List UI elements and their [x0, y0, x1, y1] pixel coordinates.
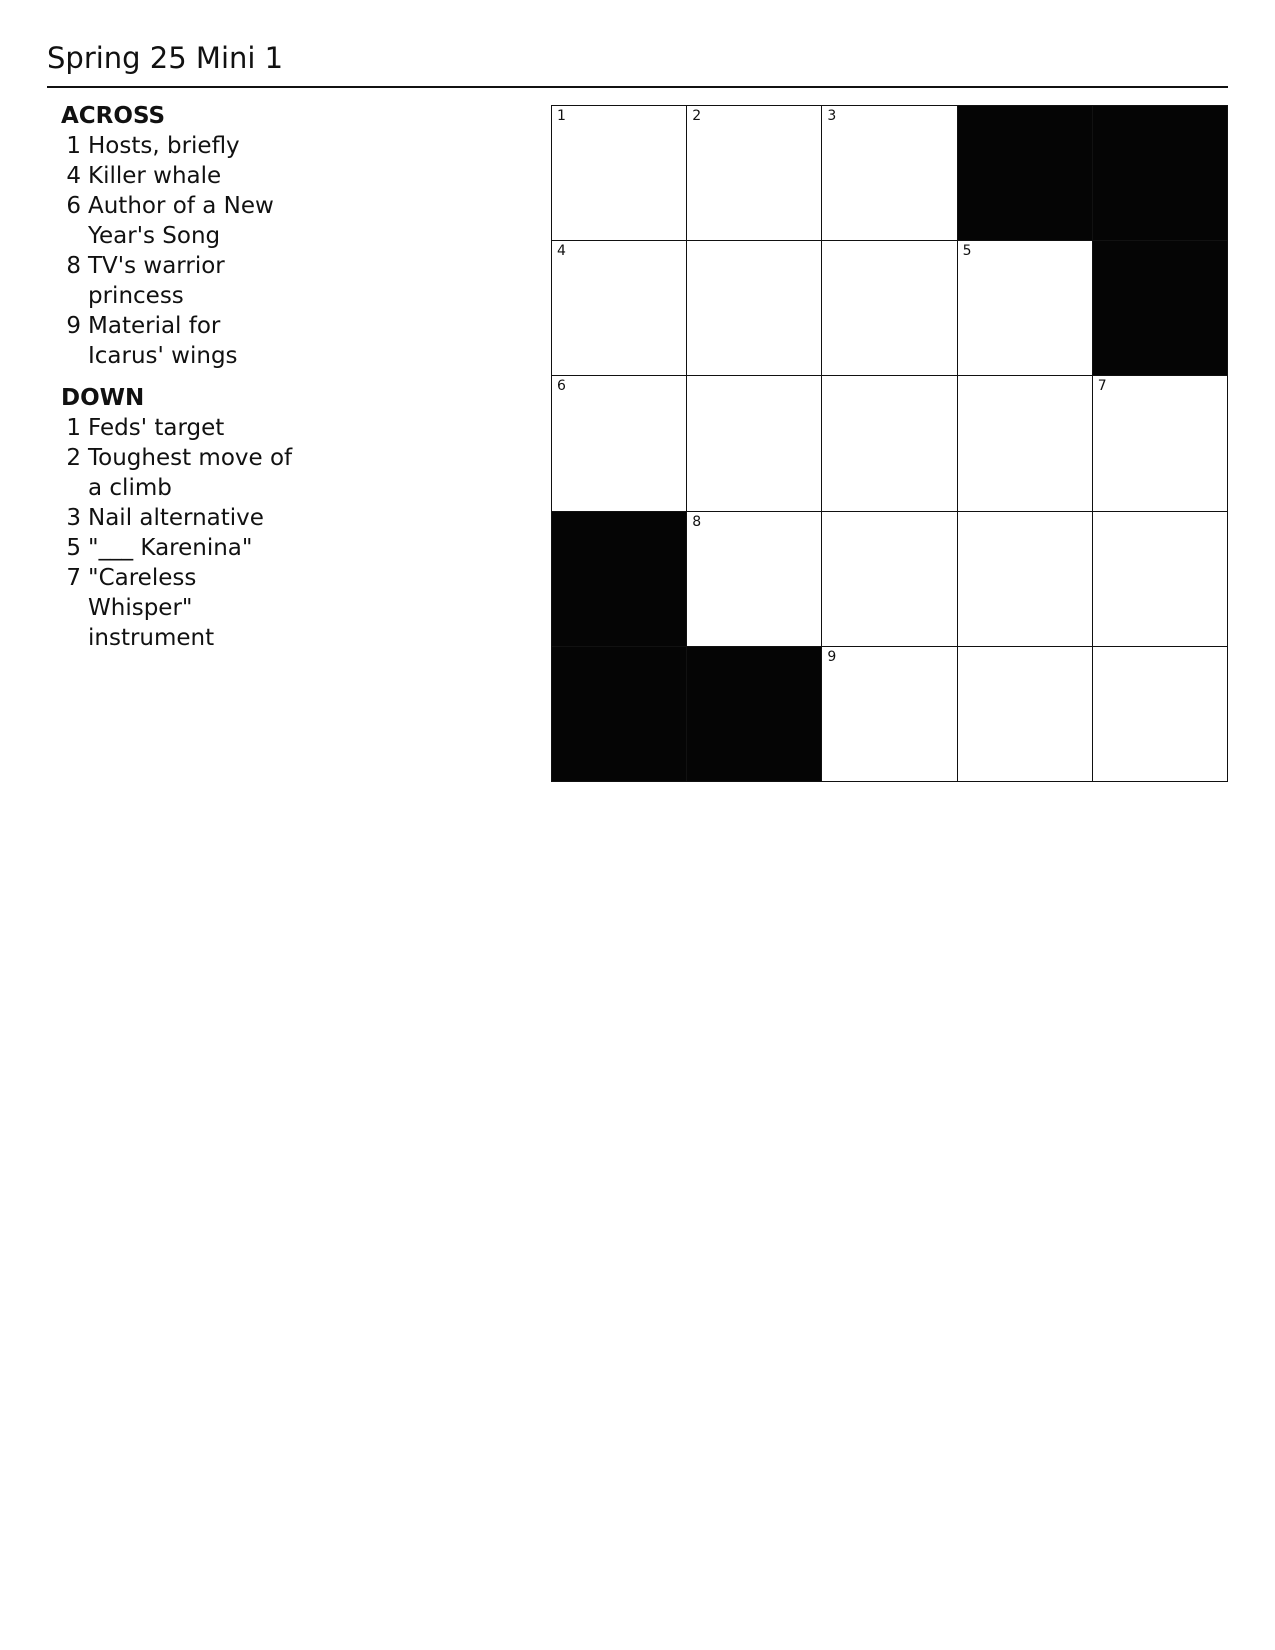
grid-cell[interactable] — [687, 512, 822, 647]
clue-text: Toughest move of a climb — [88, 445, 293, 501]
cell-number: 6 — [557, 378, 566, 395]
down-clue[interactable] — [61, 443, 351, 503]
clue-number: 8 — [66, 253, 81, 279]
clue-text: "Careless Whisper" instrument — [88, 565, 215, 651]
cell-number: 7 — [1097, 378, 1107, 395]
grid-cell[interactable] — [552, 241, 687, 376]
grid-cell[interactable] — [958, 512, 1093, 647]
grid-cell[interactable] — [822, 241, 957, 376]
cell-number: 2 — [692, 108, 702, 124]
grid-cell[interactable] — [1093, 376, 1228, 511]
clue-text: Hosts, briefly — [88, 133, 240, 159]
across-heading: ACROSS — [61, 103, 166, 129]
across-section — [61, 101, 351, 371]
clue-text: Feds' target — [88, 415, 225, 441]
clue-number: 1 — [66, 415, 81, 441]
clue-list — [61, 101, 351, 665]
grid-cell[interactable] — [958, 241, 1093, 376]
across-clue[interactable] — [61, 311, 351, 371]
grid-cell[interactable] — [687, 376, 822, 511]
grid-cell[interactable] — [822, 106, 957, 241]
grid-cell[interactable] — [1093, 647, 1228, 782]
across-clue[interactable] — [61, 251, 351, 311]
clue-number: 2 — [66, 445, 81, 471]
cell-number: 9 — [827, 648, 837, 665]
across-clue[interactable] — [61, 131, 351, 161]
across-clue[interactable] — [61, 191, 351, 251]
cell-number: 1 — [557, 108, 566, 124]
black-square — [958, 106, 1093, 241]
grid-cell[interactable] — [958, 647, 1093, 782]
grid-cell[interactable] — [822, 647, 957, 782]
grid-cell[interactable] — [822, 376, 957, 511]
black-square — [1093, 241, 1228, 376]
black-square — [687, 647, 822, 782]
cell-number: 8 — [692, 513, 702, 530]
grid-cell[interactable] — [822, 512, 957, 647]
grid-cell[interactable] — [958, 376, 1093, 511]
grid-cell[interactable] — [1093, 512, 1228, 647]
grid-cell[interactable] — [552, 106, 687, 241]
clue-text: Nail alternative — [88, 505, 264, 531]
clue-number: 4 — [66, 163, 81, 189]
puzzle-title: Spring 25 Mini 1 — [47, 41, 284, 75]
clue-text: TV's warrior princess — [88, 253, 225, 309]
black-square — [552, 647, 687, 782]
grid-cell[interactable] — [552, 376, 687, 511]
down-section — [61, 383, 351, 653]
cell-number: 4 — [557, 243, 566, 260]
cell-number: 5 — [962, 243, 972, 260]
down-heading: DOWN — [61, 385, 145, 411]
clue-text: Author of a New Year's Song — [88, 193, 274, 249]
black-square — [1093, 106, 1228, 241]
grid-cell[interactable] — [687, 106, 822, 241]
clue-number: 9 — [66, 313, 81, 339]
clue-text: Killer whale — [88, 163, 222, 189]
clue-number: 1 — [66, 133, 81, 159]
black-square — [552, 512, 687, 647]
across-clue[interactable] — [61, 161, 351, 191]
clue-number: 5 — [66, 535, 81, 561]
crossword-grid — [551, 105, 1228, 782]
title-divider — [47, 86, 1228, 88]
grid-cell[interactable] — [687, 241, 822, 376]
clue-number: 6 — [66, 193, 81, 219]
cell-number: 3 — [827, 108, 837, 124]
clue-number: 7 — [66, 565, 81, 591]
clue-number: 3 — [66, 505, 81, 531]
down-clue[interactable] — [61, 563, 351, 653]
down-clue[interactable] — [61, 413, 351, 443]
clue-text: Material for Icarus' wings — [88, 313, 238, 369]
down-clue[interactable] — [61, 503, 351, 533]
down-clue[interactable] — [61, 533, 351, 563]
clue-text: "___ Karenina" — [88, 535, 253, 561]
